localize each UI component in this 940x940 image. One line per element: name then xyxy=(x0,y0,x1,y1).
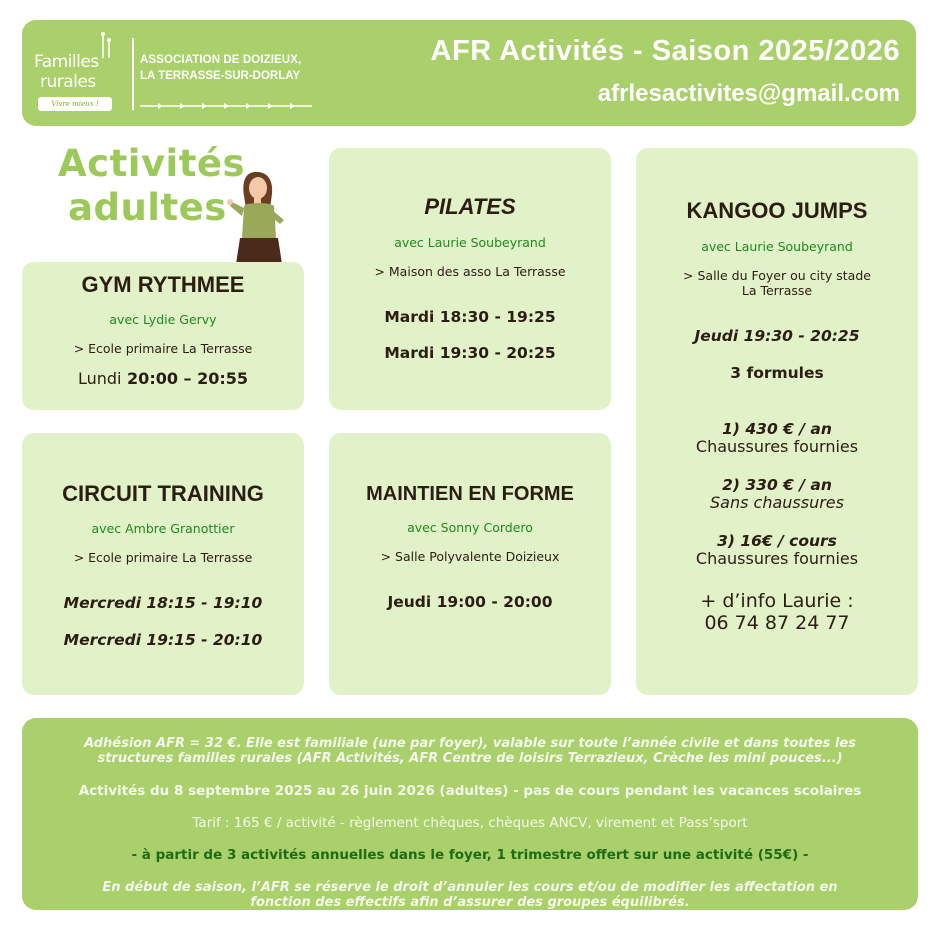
card-circuit-training xyxy=(22,433,304,695)
card-place: > Ecole primaire La Terrasse xyxy=(73,341,253,356)
formula-2-note: Sans chaussures xyxy=(710,493,844,512)
header-banner xyxy=(22,20,916,126)
logo-divider xyxy=(132,38,134,110)
card-schedule-2: Mardi 19:30 - 20:25 xyxy=(384,344,556,362)
logo-word-rurales: rurales xyxy=(40,72,96,92)
card-coach: avec Sonny Cordero xyxy=(407,520,533,535)
card-maintien-en-forme xyxy=(329,433,611,695)
card-title: GYM RYTHMEE xyxy=(81,272,245,297)
card-place-line1: > Salle du Foyer ou city stade xyxy=(683,268,871,283)
formula-1-price: 1) 430 € / an xyxy=(722,420,832,438)
arrows-decoration-icon xyxy=(140,102,312,110)
formula-1-note: Chaussures fournies xyxy=(695,437,859,456)
card-coach: avec Lydie Gervy xyxy=(109,312,217,327)
contact-email-link[interactable]: afrlesactivites@gmail.com xyxy=(597,80,900,107)
card-schedule-1: Mercredi 18:15 - 19:10 xyxy=(63,594,263,612)
footer-discount: - à partir de 3 activités annuelles dans le foyer, 1 trimestre offert sur une activité (55€) - xyxy=(131,847,809,863)
card-schedule-2: Mercredi 19:15 - 20:10 xyxy=(63,631,263,649)
card-coach: avec Laurie Soubeyrand xyxy=(394,235,546,250)
footer-disclaimer-line2: fonction des effectifs afin d’assurer des groupes équilibrés. xyxy=(250,895,690,910)
page-title: AFR Activités - Saison 2025/2026 xyxy=(430,35,900,67)
card-schedule: Jeudi 19:00 - 20:00 xyxy=(387,593,553,611)
card-place: > Ecole primaire La Terrasse xyxy=(73,550,253,565)
schedule-time: 20:00 – 20:55 xyxy=(127,369,249,388)
association-name-line2: LA TERRASSE-SUR-DORLAY xyxy=(140,70,301,82)
formulas-title: 3 formules xyxy=(730,364,824,382)
card-coach: avec Laurie Soubeyrand xyxy=(701,239,853,254)
card-schedule-1: Mardi 18:30 - 19:25 xyxy=(384,308,556,326)
card-title: MAINTIEN EN FORME xyxy=(366,483,574,505)
formula-3-note: Chaussures fournies xyxy=(695,549,859,568)
footer-disclaimer-line1: En début de saison, l’AFR se réserve le droit d’annuler les cours et/ou de modifier les affectation en xyxy=(102,880,838,895)
logo-word-familles: Familles xyxy=(34,52,99,72)
familles-rurales-logo xyxy=(34,42,134,112)
card-pilates xyxy=(329,148,611,410)
footer-membership-line2: structures familles rurales (AFR Activités, AFR Centre de loisirs Terrazieux, Crèche les mini pouces...) xyxy=(97,751,843,766)
woman-illustration-icon xyxy=(226,166,296,264)
association-name-line1: ASSOCIATION DE DOIZIEUX, xyxy=(140,54,302,66)
card-place: > Salle Polyvalente Doizieux xyxy=(380,549,560,564)
card-title: CIRCUIT TRAINING xyxy=(62,481,264,506)
formula-3-price: 3) 16€ / cours xyxy=(717,532,837,550)
card-title: KANGOO JUMPS xyxy=(686,198,868,223)
card-title: PILATES xyxy=(424,194,516,219)
section-title-line2: adultes xyxy=(68,186,227,229)
footer-pricing: Tarif : 165 € / activité - règlement chèques, chèques ANCV, virement et Pass’sport xyxy=(192,815,748,831)
card-place-line2: La Terrasse xyxy=(741,283,813,298)
schedule-day: Lundi xyxy=(77,369,122,388)
card-kangoo-jumps xyxy=(636,148,918,695)
card-gym-rythmee xyxy=(22,262,304,410)
card-schedule: Jeudi 19:30 - 20:25 xyxy=(694,327,860,345)
card-coach: avec Ambre Granottier xyxy=(91,521,235,536)
card-place: > Maison des asso La Terrasse xyxy=(374,264,566,279)
footer-membership-line1: Adhésion AFR = 32 €. Elle est familiale (une par foyer), valable sur toute l’année civile et dans toutes les xyxy=(84,736,856,751)
footer-dates: Activités du 8 septembre 2025 au 26 juin 2026 (adultes) - pas de cours pendant les vacances scolaires xyxy=(78,783,862,799)
info-footer xyxy=(22,718,918,910)
info-phone-number[interactable]: 06 74 87 24 77 xyxy=(704,612,850,634)
logo-tagline: Vivre mieux ! xyxy=(38,97,112,111)
info-contact-line1: + d’info Laurie : xyxy=(700,590,854,612)
formula-2-price: 2) 330 € / an xyxy=(722,476,832,494)
section-title-line1: Activités xyxy=(58,142,246,185)
card-schedule xyxy=(22,369,304,388)
